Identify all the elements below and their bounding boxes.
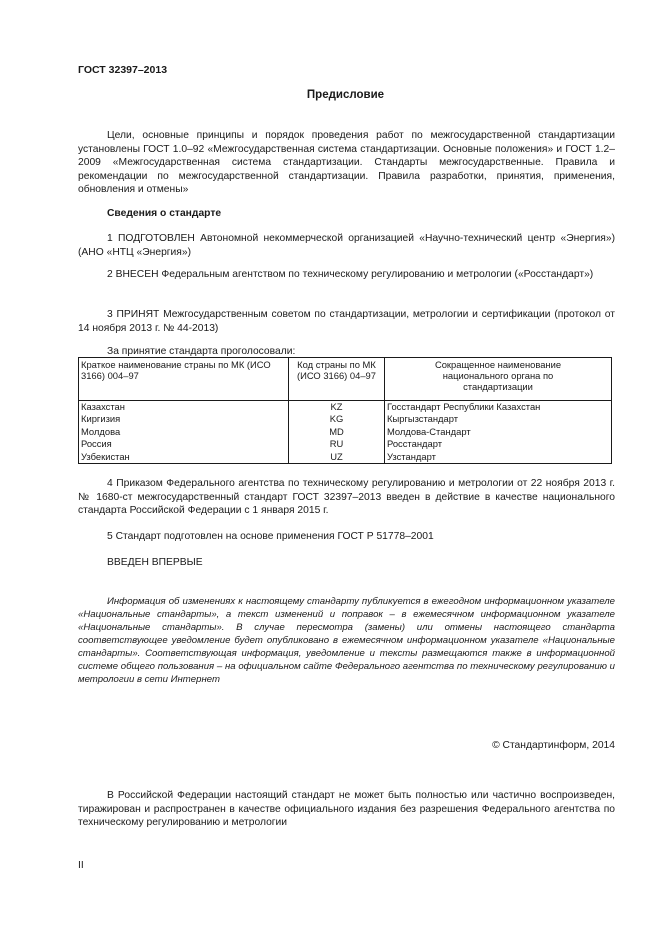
country-cell: Казахстан [79,401,289,414]
body-cell: Кыргызстандарт [385,413,612,425]
info-note: Информация об изменениях к настоящему стандарту публикуется в ежегодном информационном указателе «Национальные стандарты», а текст изменений и поправок – в ежемесячном информационном указателе «Национальные стандарты». В случае пересмотра (замены) или отмены настоящего стандарта соответствующее уведомление будет опубликовано в ежемесячном информационном указателе «Национальные стандарты». Соответствующая информация, уведомление и тексты размещаются также в информационной системе общего пользования – на официальном сайте Федерального агентства по техническому регулированию и метрологии в сети Интернет [78,596,615,685]
item-2: 2 ВНЕСЕН Федеральным агентством по техническому регулированию и метрологии («Росстандарт») [107,269,594,280]
country-cell: Россия [79,438,289,450]
table-row [79,451,612,464]
code-cell: KZ [289,401,385,414]
table-header-code: Код страны по МК (ИСО 3166) 04–97 [289,358,385,401]
page-title: Предисловие [306,89,385,101]
table-row [79,401,612,414]
copyright: © Стандартинформ, 2014 [492,740,615,751]
table-header-body: Сокращенное наименование национального органа по стандартизации [385,358,612,401]
body-cell: Росстандарт [385,438,612,450]
page-number: II [78,860,84,871]
code-cell: RU [289,438,385,450]
item-1: 1 ПОДГОТОВЛЕН Автономной некоммерческой организацией «Научно-технический центр «Энергия») (АНО «НТЦ «Энергия») [78,233,615,258]
table-row [79,413,612,425]
table-row [79,426,612,438]
intro-paragraph: Цели, основные принципы и порядок проведения работ по межгосударственной стандартизации установлены ГОСТ 1.0–92 «Межгосударственная система стандартизации. Основные положения» и ГОСТ 1.2–2009 «Межгосударственная система стандартизации. Стандарты межгосударственные. Правила и рекомендации по межгосударственной стандартизации. Правила разработки, принятия, применения, обновления и отмены» [78,130,615,196]
section-heading: Сведения о стандарте [107,208,222,219]
country-cell: Киргизия [79,413,289,425]
code-cell: UZ [289,451,385,464]
code-cell: MD [289,426,385,438]
introduced-first: ВВЕДЕН ВПЕРВЫЕ [107,557,203,568]
table-row [79,438,612,450]
vote-caption: За принятие стандарта проголосовали: [107,346,296,357]
body-cell: Молдова-Стандарт [385,426,612,438]
country-cell: Молдова [79,426,289,438]
item-3: 3 ПРИНЯТ Межгосударственным советом по стандартизации, метрологии и сертификации (протокол от 14 ноября 2013 г. № 44-2013) [78,309,615,334]
item-4: 4 Приказом Федерального агентства по техническому регулированию и метрологии от 22 ноября 2013 г. № 1680-ст межгосударственный стандарт ГОСТ 32397–2013 введен в действие в качестве национального стандарта Российской Федерации с 1 января 2015 г. [78,478,615,517]
code-cell: KG [289,413,385,425]
body-cell: Госстандарт Республики Казахстан [385,401,612,414]
country-cell: Узбекистан [79,451,289,464]
item-5: 5 Стандарт подготовлен на основе применения ГОСТ Р 51778–2001 [107,531,434,542]
body-cell: Узстандарт [385,451,612,464]
table-header-row [79,358,612,401]
table-header-country: Краткое наименование страны по МК (ИСО 3166) 004–97 [79,358,289,401]
document-header: ГОСТ 32397–2013 [78,64,168,76]
reproduction-notice: В Российской Федерации настоящий стандарт не может быть полностью или частично воспроизведен, тиражирован и распространен в качестве официального издания без разрешения Федерального агентства по техническому регулированию и метрологии [78,790,615,829]
vote-table [78,357,612,464]
